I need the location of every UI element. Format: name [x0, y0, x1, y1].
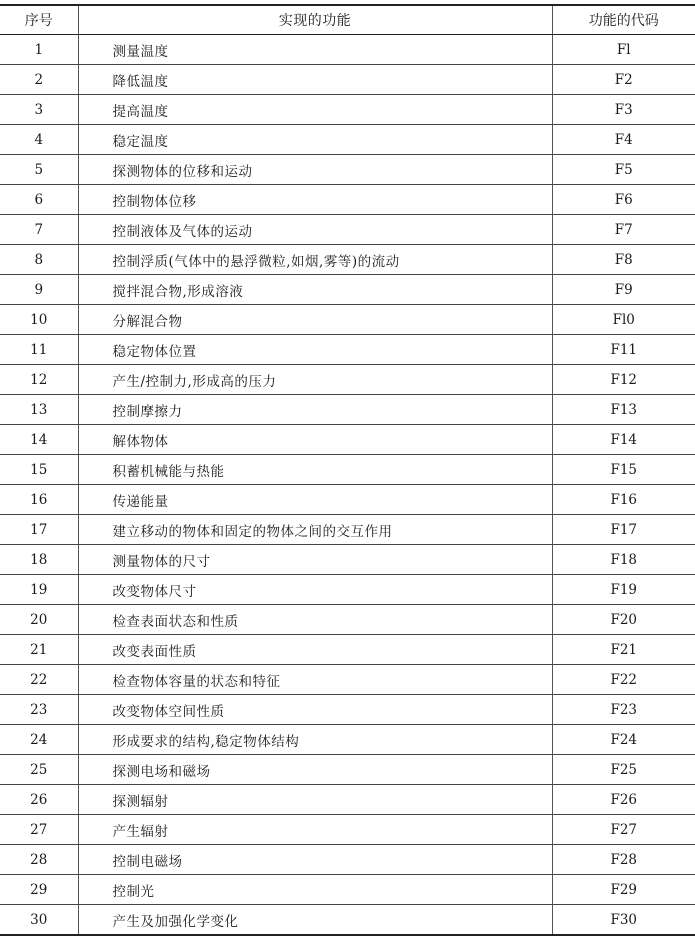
row-function-cell: 检查物体容量的状态和特征 — [78, 665, 552, 695]
row-index-cell: 7 — [0, 215, 78, 245]
table-row — [0, 215, 695, 245]
table-row — [0, 605, 695, 635]
table-row — [0, 905, 695, 936]
header-code: 功能的代码 — [552, 5, 695, 35]
table-row — [0, 125, 695, 155]
row-index-cell: 6 — [0, 185, 78, 215]
table-row — [0, 425, 695, 455]
table-row — [0, 185, 695, 215]
table-row — [0, 365, 695, 395]
row-code-cell: F11 — [552, 335, 695, 365]
row-function-cell: 提高温度 — [78, 95, 552, 125]
row-function-cell: 探测辐射 — [78, 785, 552, 815]
row-index-cell: 2 — [0, 65, 78, 95]
row-index-cell: 28 — [0, 845, 78, 875]
row-function-cell: 解体物体 — [78, 425, 552, 455]
row-code-cell: F16 — [552, 485, 695, 515]
row-code-cell: F26 — [552, 785, 695, 815]
row-index-cell: 20 — [0, 605, 78, 635]
table-row — [0, 815, 695, 845]
row-code-cell: F18 — [552, 545, 695, 575]
table-row — [0, 845, 695, 875]
row-index-cell: 27 — [0, 815, 78, 845]
row-index-cell: 13 — [0, 395, 78, 425]
row-function-cell: 传递能量 — [78, 485, 552, 515]
row-index-cell: 11 — [0, 335, 78, 365]
table-row — [0, 485, 695, 515]
table-row — [0, 275, 695, 305]
row-function-cell: 探测物体的位移和运动 — [78, 155, 552, 185]
row-code-cell: F9 — [552, 275, 695, 305]
row-function-cell: 改变物体尺寸 — [78, 575, 552, 605]
row-code-cell: F5 — [552, 155, 695, 185]
table-row — [0, 635, 695, 665]
row-function-cell: 积蓄机械能与热能 — [78, 455, 552, 485]
row-code-cell: F30 — [552, 905, 695, 936]
row-index-cell: 15 — [0, 455, 78, 485]
table-row — [0, 725, 695, 755]
row-index-cell: 30 — [0, 905, 78, 936]
row-function-cell: 探测电场和磁场 — [78, 755, 552, 785]
row-index-cell: 4 — [0, 125, 78, 155]
function-code-table — [0, 4, 695, 936]
header-function: 实现的功能 — [78, 5, 552, 35]
row-code-cell: F8 — [552, 245, 695, 275]
row-index-cell: 5 — [0, 155, 78, 185]
row-code-cell: Fl0 — [552, 305, 695, 335]
row-function-cell: 控制液体及气体的运动 — [78, 215, 552, 245]
row-index-cell: 17 — [0, 515, 78, 545]
table-row — [0, 335, 695, 365]
row-index-cell: 10 — [0, 305, 78, 335]
row-code-cell: F13 — [552, 395, 695, 425]
row-function-cell: 建立移动的物体和固定的物体之间的交互作用 — [78, 515, 552, 545]
row-function-cell: 控制摩擦力 — [78, 395, 552, 425]
row-code-cell: F20 — [552, 605, 695, 635]
table-row — [0, 515, 695, 545]
row-code-cell: F15 — [552, 455, 695, 485]
row-function-cell: 产生辐射 — [78, 815, 552, 845]
row-code-cell: F25 — [552, 755, 695, 785]
table-row — [0, 545, 695, 575]
row-index-cell: 16 — [0, 485, 78, 515]
row-code-cell: F17 — [552, 515, 695, 545]
row-code-cell: F22 — [552, 665, 695, 695]
row-index-cell: 1 — [0, 35, 78, 65]
table-body — [0, 35, 695, 936]
table-row — [0, 695, 695, 725]
row-function-cell: 形成要求的结构,稳定物体结构 — [78, 725, 552, 755]
row-code-cell: F21 — [552, 635, 695, 665]
row-function-cell: 降低温度 — [78, 65, 552, 95]
table-row — [0, 575, 695, 605]
row-index-cell: 9 — [0, 275, 78, 305]
header-index: 序号 — [0, 5, 78, 35]
row-code-cell: F29 — [552, 875, 695, 905]
header-row — [0, 5, 695, 35]
row-code-cell: F7 — [552, 215, 695, 245]
row-code-cell: Fl — [552, 35, 695, 65]
row-code-cell: F4 — [552, 125, 695, 155]
row-function-cell: 分解混合物 — [78, 305, 552, 335]
row-function-cell: 改变物体空间性质 — [78, 695, 552, 725]
row-index-cell: 25 — [0, 755, 78, 785]
row-function-cell: 搅拌混合物,形成溶液 — [78, 275, 552, 305]
row-function-cell: 控制浮质(气体中的悬浮微粒,如烟,雾等)的流动 — [78, 245, 552, 275]
table-row — [0, 245, 695, 275]
row-index-cell: 22 — [0, 665, 78, 695]
row-index-cell: 23 — [0, 695, 78, 725]
row-index-cell: 21 — [0, 635, 78, 665]
row-code-cell: F19 — [552, 575, 695, 605]
row-function-cell: 稳定温度 — [78, 125, 552, 155]
row-index-cell: 14 — [0, 425, 78, 455]
row-function-cell: 测量物体的尺寸 — [78, 545, 552, 575]
table-row — [0, 455, 695, 485]
row-code-cell: F24 — [552, 725, 695, 755]
row-function-cell: 产生/控制力,形成高的压力 — [78, 365, 552, 395]
row-function-cell: 控制物体位移 — [78, 185, 552, 215]
row-index-cell: 19 — [0, 575, 78, 605]
row-code-cell: F6 — [552, 185, 695, 215]
row-code-cell: F14 — [552, 425, 695, 455]
row-code-cell: F12 — [552, 365, 695, 395]
table-row — [0, 305, 695, 335]
table-row — [0, 155, 695, 185]
row-index-cell: 29 — [0, 875, 78, 905]
row-index-cell: 18 — [0, 545, 78, 575]
row-function-cell: 检查表面状态和性质 — [78, 605, 552, 635]
row-index-cell: 8 — [0, 245, 78, 275]
table-row — [0, 755, 695, 785]
row-code-cell: F28 — [552, 845, 695, 875]
row-index-cell: 26 — [0, 785, 78, 815]
row-function-cell: 测量温度 — [78, 35, 552, 65]
row-function-cell: 控制光 — [78, 875, 552, 905]
row-index-cell: 3 — [0, 95, 78, 125]
row-code-cell: F2 — [552, 65, 695, 95]
table-header — [0, 5, 695, 35]
row-code-cell: F27 — [552, 815, 695, 845]
table-row — [0, 95, 695, 125]
row-function-cell: 改变表面性质 — [78, 635, 552, 665]
table-row — [0, 35, 695, 65]
table-row — [0, 395, 695, 425]
table-row — [0, 875, 695, 905]
row-code-cell: F23 — [552, 695, 695, 725]
table-row — [0, 65, 695, 95]
row-code-cell: F3 — [552, 95, 695, 125]
row-function-cell: 稳定物体位置 — [78, 335, 552, 365]
row-index-cell: 12 — [0, 365, 78, 395]
row-index-cell: 24 — [0, 725, 78, 755]
row-function-cell: 产生及加强化学变化 — [78, 905, 552, 936]
table-row — [0, 785, 695, 815]
table-row — [0, 665, 695, 695]
row-function-cell: 控制电磁场 — [78, 845, 552, 875]
